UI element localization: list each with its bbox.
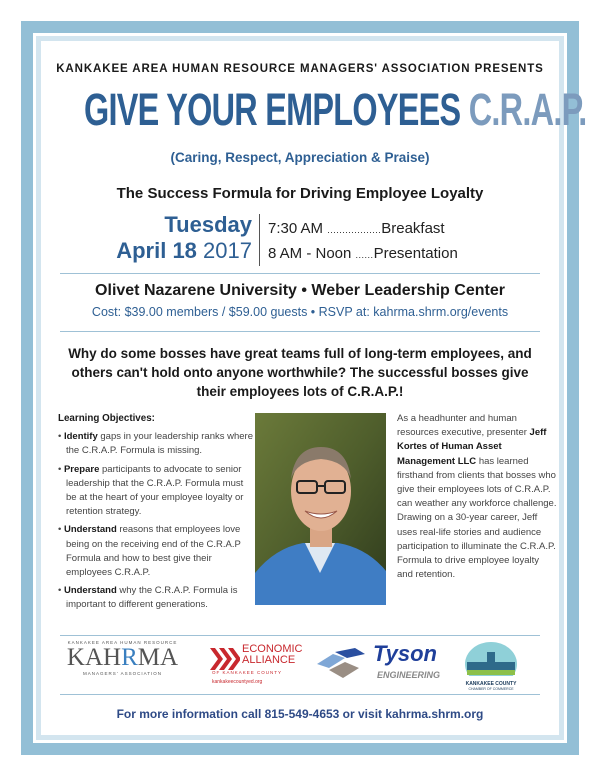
divider: [60, 635, 540, 636]
objectives-heading: Learning Objectives:: [58, 413, 155, 424]
event-date-text: April 18: [116, 238, 197, 263]
schedule-time: 8 AM - Noon: [268, 245, 352, 262]
hook-text: Why do some bosses have great teams full of long-term employees, and others can't hold onto anyone worthwhile? The successful bosses give their employees lots of C.R.A.P.!: [68, 346, 532, 399]
kahrma-logo: KANKAKEE AREA HUMAN RESOURCE KAHRMA MANAGERS' ASSOCIATION: [66, 640, 179, 676]
objective-item: • Prepare participants to advocate to senior leadership that the C.R.A.P. Formula must be at the heart of your employee loyalty or retention strategy.: [58, 463, 244, 518]
event-date: [80, 212, 252, 264]
event-year: 2017: [203, 238, 252, 263]
schedule-time: 7:30 AM: [268, 220, 324, 237]
title-accent: C.R.A.P.: [468, 84, 587, 135]
presenter-photo: [255, 413, 386, 605]
presenter-org: KANKAKEE AREA HUMAN RESOURCE MANAGERS' ASSOCIATION PRESENTS: [56, 63, 544, 75]
learning-objectives: [58, 412, 253, 617]
event-day: Tuesday: [164, 212, 252, 237]
sponsor-logos: [60, 640, 540, 690]
tyson-logo: Tyson ENGINEERING: [315, 640, 450, 690]
tagline: The Success Formula for Driving Employee Loyalty: [116, 185, 484, 202]
divider: [60, 331, 540, 332]
dot-leader: ......: [355, 250, 374, 260]
footer-contact[interactable]: For more information call 815-549-4653 or visit kahrma.shrm.org: [116, 707, 484, 721]
schedule: [268, 217, 458, 267]
objective-item: • Identify gaps in your leadership ranks where the C.R.A.P. Formula is missing.: [58, 431, 254, 457]
economic-alliance-logo: ECONOMIC ALLIANCE OF KANKAKEE COUNTY kankakeecountyed.org: [212, 643, 303, 685]
cost-rsvp[interactable]: Cost: $39.00 members / $59.00 guests • RSVP at: kahrma.shrm.org/events: [91, 305, 509, 319]
objective-item: • Understand reasons that employees love being on the receiving end of the C.R.A.P Formula and how to best give their employees C.R.A.P.: [58, 524, 241, 579]
dot-leader: ..................: [327, 225, 382, 235]
divider: [259, 214, 260, 266]
schedule-row: [268, 217, 458, 242]
presenter-name: Jeff Kortes of Human Asset Management LLC: [397, 427, 547, 467]
objective-item: • Understand why the C.R.A.P. Formula is important to different generations.: [58, 585, 238, 611]
title-main: GIVE YOUR EMPLOYEES: [83, 84, 461, 135]
skyline-icon: [463, 640, 519, 676]
venue: Olivet Nazarene University • Weber Leadership Center: [95, 282, 505, 299]
tyson-mark-icon: [315, 648, 375, 682]
page-title: [83, 84, 587, 136]
presenter-bio: As a headhunter and human resources executive, presenter Jeff Kortes of Human Asset Management LLC has learned firsthand from clients that bosses who give their employees lots of C.R.A.P. can weather any workforce challenge. Drawing on a 30-year career, Jeff uses real-life stories and audience participation to illuminate the C.R.A.P. Formula to drive employee loyalty and retention.: [397, 413, 557, 581]
kankakee-county-logo: KANKAKEE COUNTY CHAMBER OF COMMERCE: [463, 640, 519, 690]
schedule-item: Presentation: [373, 245, 458, 262]
schedule-item: Breakfast: [381, 220, 445, 237]
schedule-row: [268, 242, 458, 267]
divider: [60, 694, 540, 695]
divider: [60, 273, 540, 274]
subtitle: (Caring, Respect, Appreciation & Praise): [170, 150, 430, 165]
